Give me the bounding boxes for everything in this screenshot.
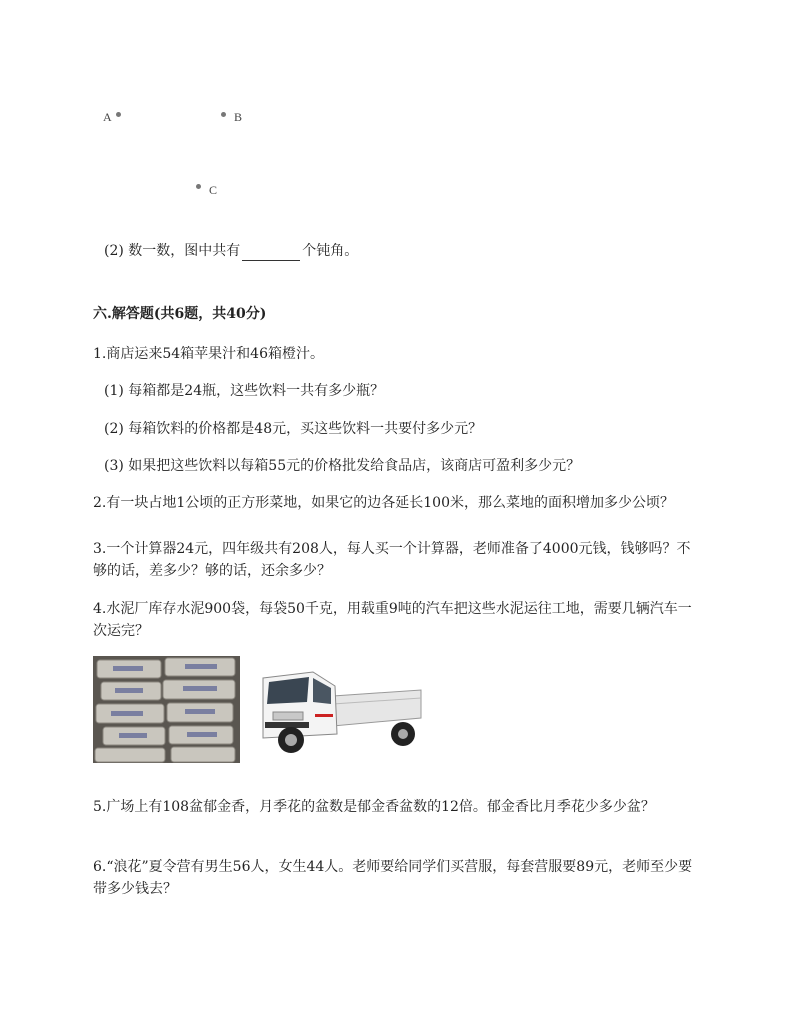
problem-1-sub-2: (2) 每箱饮料的价格都是48元，买这些饮料一共要付多少元？ xyxy=(104,421,483,437)
problem-5: 5.广场上有108盆郁金香，月季花的盆数是郁金香盆数的12倍。郁金香比月季花少多少盆？ xyxy=(93,799,655,815)
section-title: 六.解答题(共6题，共40分) xyxy=(93,306,267,322)
problem-3: 3.一个计算器24元，四年级共有208人，每人买一个计算器，老师准备了4000元钱，钱够吗？不够的话，差多少？够的话，还余多少？ xyxy=(93,541,691,579)
truck-photo xyxy=(243,656,429,763)
point-a-dot xyxy=(116,112,121,117)
problem-2: 2.有一块占地1公顷的正方形菜地，如果它的边各延长100米，那么菜地的面积增加多少公顷？ xyxy=(93,495,674,511)
question-prefix: (2) 数一数，图中共有 xyxy=(104,243,241,259)
obtuse-angle-question xyxy=(104,241,358,261)
question-suffix: 个钝角。 xyxy=(302,243,359,259)
answer-blank xyxy=(242,246,300,261)
problem-4: 4.水泥厂库存水泥900袋，每袋50千克，用载重9吨的汽车把这些水泥运往工地，需要几辆汽车一次运完？ xyxy=(93,601,692,639)
problem-1-sub-3: (3) 如果把这些饮料以每箱55元的价格批发给食品店，该商店可盈利多少元？ xyxy=(104,458,581,474)
problem-1: 1.商店运来54箱苹果汁和46箱橙汁。 xyxy=(93,346,324,362)
cement-bags-photo xyxy=(93,656,240,763)
point-label-c: C xyxy=(209,183,218,197)
problem-1-sub-1: (1) 每箱都是24瓶，这些饮料一共有多少瓶？ xyxy=(104,383,385,399)
problem-6: 6.“浪花”夏令营有男生56人，女生44人。老师要给同学们买营服，每套营服要89元，老师至少要带多少钱去？ xyxy=(93,859,693,897)
point-b-dot xyxy=(221,112,226,117)
point-label-a: A xyxy=(103,110,112,124)
point-c-dot xyxy=(196,184,201,189)
point-label-b: B xyxy=(234,110,243,124)
